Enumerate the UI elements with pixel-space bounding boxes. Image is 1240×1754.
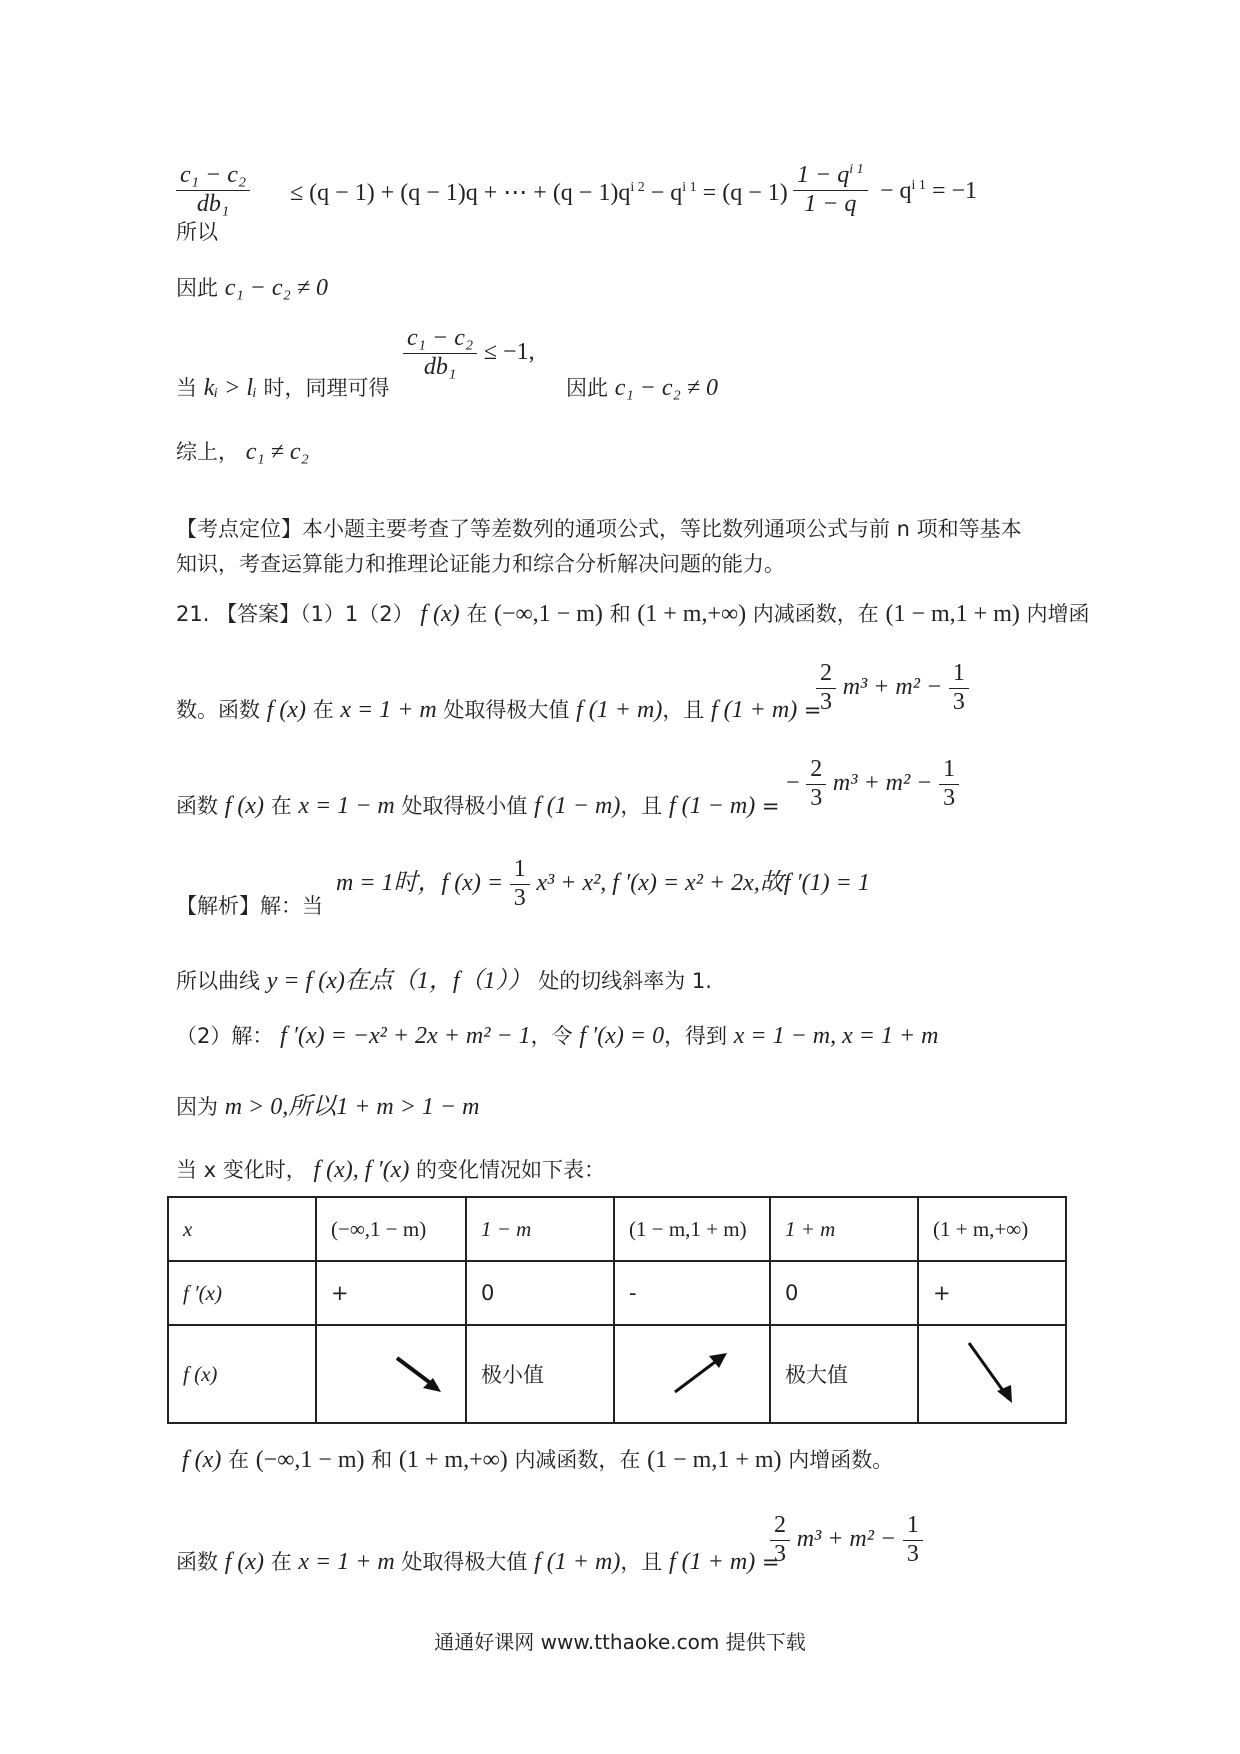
table-row	[168, 1325, 1066, 1423]
table-cell: +	[316, 1261, 466, 1325]
table-cell: f ′(x)	[168, 1261, 316, 1325]
table-cell: (1 + m,+∞)	[918, 1197, 1066, 1261]
arrow-up-right-icon	[629, 1344, 755, 1404]
inequality-line	[176, 162, 250, 218]
table-cell: 极大值	[770, 1325, 918, 1423]
yinci-line-1: 因此 c₁ − c₂ ≠ 0	[176, 275, 329, 301]
min-value-line: 函数 f (x) 在 x = 1 − m 处取得极小值 f (1 − m)，且 f (1 − m) =	[176, 793, 780, 819]
jiexi-label: 【解析】解：当	[176, 894, 323, 918]
table-cell: 极小值	[466, 1325, 614, 1423]
fraction-c1-c2-over-db1-2: $\frac{\text{c₁ − c₂}}{\text{db₁}}$ ≤ −1,	[403, 325, 535, 381]
zongshang-line: 综上， c₁ ≠ c₂	[176, 439, 309, 465]
yinci-line-2: 因此 c₁ − c₂ ≠ 0	[566, 375, 719, 401]
table-row	[168, 1261, 1066, 1325]
quxian-line: 所以曲线 y = f (x)在点（1，f（1）） 处的切线斜率为 1.	[176, 968, 712, 994]
inequality-rhs: ≤ (q − 1) + (q − 1)q + ⋯ + $(q - 1)q^{i 2} - q^{i 1} = (q - 1)$	[290, 180, 788, 206]
table-cell: 1 − m	[466, 1197, 614, 1261]
suoyi-label: 所以	[176, 220, 218, 244]
table-cell: 0	[466, 1261, 614, 1325]
max-value-expr: $\frac{2}{3}$ m³ + m² − $\frac{1}{3}$	[816, 660, 969, 716]
table-cell: 0	[770, 1261, 918, 1325]
table-cell: x	[168, 1197, 316, 1261]
variation-table	[167, 1196, 1067, 1424]
part2-line: （2）解： f ′(x) = −x² + 2x + m² − 1，令 f ′(x) = 0，得到 x = 1 − m, x = 1 + m	[176, 1023, 939, 1049]
table-intro-line: 当 x 变化时， f (x), f ′(x) 的变化情况如下表：	[176, 1157, 606, 1183]
page-footer: 通通好课网 www.tthaoke.com 提供下载	[434, 1630, 806, 1654]
table-row	[168, 1197, 1066, 1261]
after-table-line: f (x) 在 (−∞,1 − m) 和 (1 + m,+∞) 内减函数，在 (1 − m,1 + m) 内增函数。	[182, 1447, 894, 1473]
table-cell-decreasing	[316, 1325, 466, 1423]
table-cell: -	[614, 1261, 770, 1325]
min-value-expr: − $\frac{2}{3}$ m³ + m² − $\frac{1}{3}$	[786, 756, 959, 812]
jiexi-math: m = 1时，f (x) = $\frac{1}{3}$ x³ + x², f ′(x) = x² + 2x,故f ′(1) = 1	[336, 856, 870, 911]
table-cell: 1 + m	[770, 1197, 918, 1261]
table-cell-increasing	[614, 1325, 770, 1423]
kaodian-line-1: 【考点定位】本小题主要考查了等差数列的通项公式，等比数列通项公式与前 n 项和等基本	[176, 517, 1022, 541]
arrow-down-right-icon	[331, 1344, 451, 1404]
fraction-c1-c2-over-db1: $\frac{\text{c₁ − c₂}}{\text{db₁}}$	[176, 162, 250, 218]
fraction-geom-sum: $\frac{1 - q^{i 1}}{1 - q}$	[793, 162, 868, 218]
final-max-expr: $\frac{2}{3}$ m³ + m² − $\frac{1}{3}$	[770, 1512, 923, 1568]
max-value-line: 数。函数 f (x) 在 x = 1 + m 处取得极大值 f (1 + m)，且 f (1 + m) =	[176, 697, 822, 723]
final-max-line: 函数 f (x) 在 x = 1 + m 处取得极大值 f (1 + m)，且 f (1 + m) =	[176, 1549, 780, 1575]
table-cell: f (x)	[168, 1325, 316, 1423]
table-cell-decreasing	[918, 1325, 1066, 1423]
table-cell: (−∞,1 − m)	[316, 1197, 466, 1261]
arrow-down-right-icon	[933, 1339, 1051, 1409]
table-cell: +	[918, 1261, 1066, 1325]
kaodian-line-2: 知识，考查运算能力和推理论证能力和综合分析解决问题的能力。	[176, 552, 785, 576]
inequality-end: − $q^{i 1} = -1$	[880, 178, 978, 204]
dang-ki-li-line: 当 kᵢ > lᵢ 时，同理可得	[176, 375, 390, 401]
q21-answer-line: 21. 【答案】（1）1（2） f (x) 在 (−∞,1 − m) 和 (1 + m,+∞) 内减函数，在 (1 − m,1 + m) 内增函	[176, 601, 1090, 627]
yinwei-line: 因为 m > 0,所以1 + m > 1 − m	[176, 1094, 480, 1120]
table-cell: (1 − m,1 + m)	[614, 1197, 770, 1261]
